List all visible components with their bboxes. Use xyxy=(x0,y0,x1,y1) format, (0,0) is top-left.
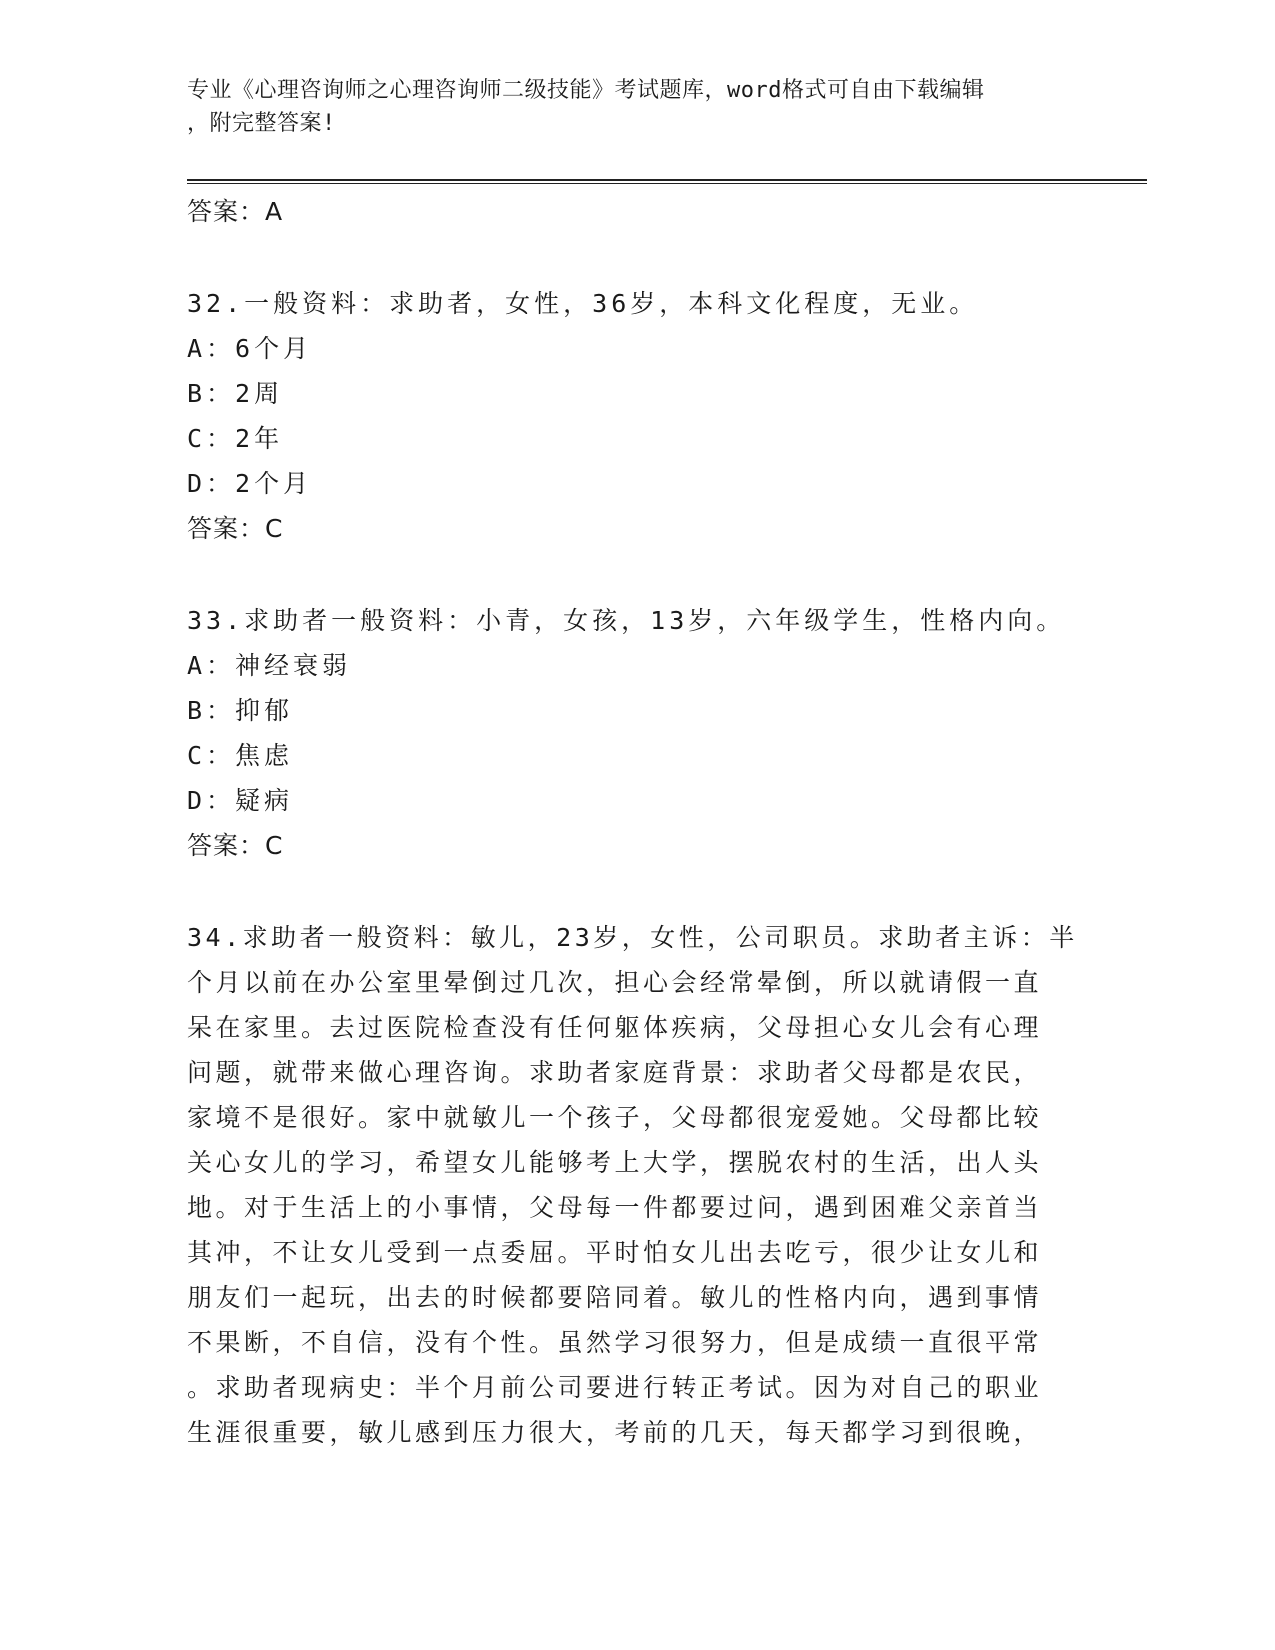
paragraph-line: 个月以前在办公室里晕倒过几次，担心会经常晕倒，所以就请假一直 xyxy=(187,968,1043,997)
paragraph-line: 问题，就带来做心理咨询。求助者家庭背景：求助者父母都是农民， xyxy=(187,1058,1043,1087)
paragraph-line: 不果断，不自信，没有个性。虽然学习很努力，但是成绩一直很平常 xyxy=(187,1328,1043,1357)
spacer xyxy=(187,551,1087,598)
question-33-option-c: C：焦虑 xyxy=(187,741,294,770)
header-line-1: 专业《心理咨询师之心理咨询师二级技能》考试题库，word格式可自由下载编辑 xyxy=(187,78,985,103)
question-33-option-a: A：神经衰弱 xyxy=(187,651,352,680)
question-32-option-c: C：2年 xyxy=(187,424,284,453)
paragraph-line: 关心女儿的学习，希望女儿能够考上大学，摆脱农村的生活，出人头 xyxy=(187,1148,1043,1177)
paragraph-line: 朋友们一起玩，出去的时候都要陪同着。敏儿的性格内向，遇到事情 xyxy=(187,1283,1043,1312)
answer-32: 答案：C xyxy=(187,514,284,543)
question-32-option-d: D：2个月 xyxy=(187,469,313,498)
question-32: 32.一般资料：求助者，女性，36岁，本科文化程度，无业。 xyxy=(187,289,979,318)
spacer xyxy=(187,234,1087,281)
question-34-paragraph xyxy=(187,915,1087,1455)
paragraph-line: 呆在家里。去过医院检查没有任何躯体疾病，父母担心女儿会有心理 xyxy=(187,1013,1043,1042)
question-33-option-b: B：抑郁 xyxy=(187,696,294,725)
answer-31: 答案：A xyxy=(187,197,284,226)
question-33-option-d: D：疑病 xyxy=(187,786,294,815)
paragraph-line: 家境不是很好。家中就敏儿一个孩子，父母都很宠爱她。父母都比较 xyxy=(187,1103,1043,1132)
header-rule-thin xyxy=(187,183,1147,184)
spacer xyxy=(187,868,1087,915)
question-32-option-a: A：6个月 xyxy=(187,334,313,363)
document-header xyxy=(187,74,1087,140)
paragraph-line: 地。对于生活上的小事情，父母每一件都要过问，遇到困难父亲首当 xyxy=(187,1193,1043,1222)
question-33: 33.求助者一般资料：小青，女孩，13岁，六年级学生，性格内向。 xyxy=(187,606,1066,635)
paragraph-line: 。求助者现病史：半个月前公司要进行转正考试。因为对自己的职业 xyxy=(187,1373,1043,1402)
question-list xyxy=(187,189,1087,1455)
header-line-2: ，附完整答案! xyxy=(187,111,336,136)
paragraph-line: 34.求助者一般资料：敏儿，23岁，女性，公司职员。求助者主诉：半 xyxy=(187,923,1078,952)
answer-33: 答案：C xyxy=(187,831,284,860)
paragraph-line: 生涯很重要，敏儿感到压力很大，考前的几天，每天都学习到很晚， xyxy=(187,1418,1043,1447)
header-rule-thick xyxy=(187,179,1147,181)
question-32-option-b: B：2周 xyxy=(187,379,284,408)
paragraph-line: 其冲，不让女儿受到一点委屈。平时怕女儿出去吃亏，很少让女儿和 xyxy=(187,1238,1043,1267)
